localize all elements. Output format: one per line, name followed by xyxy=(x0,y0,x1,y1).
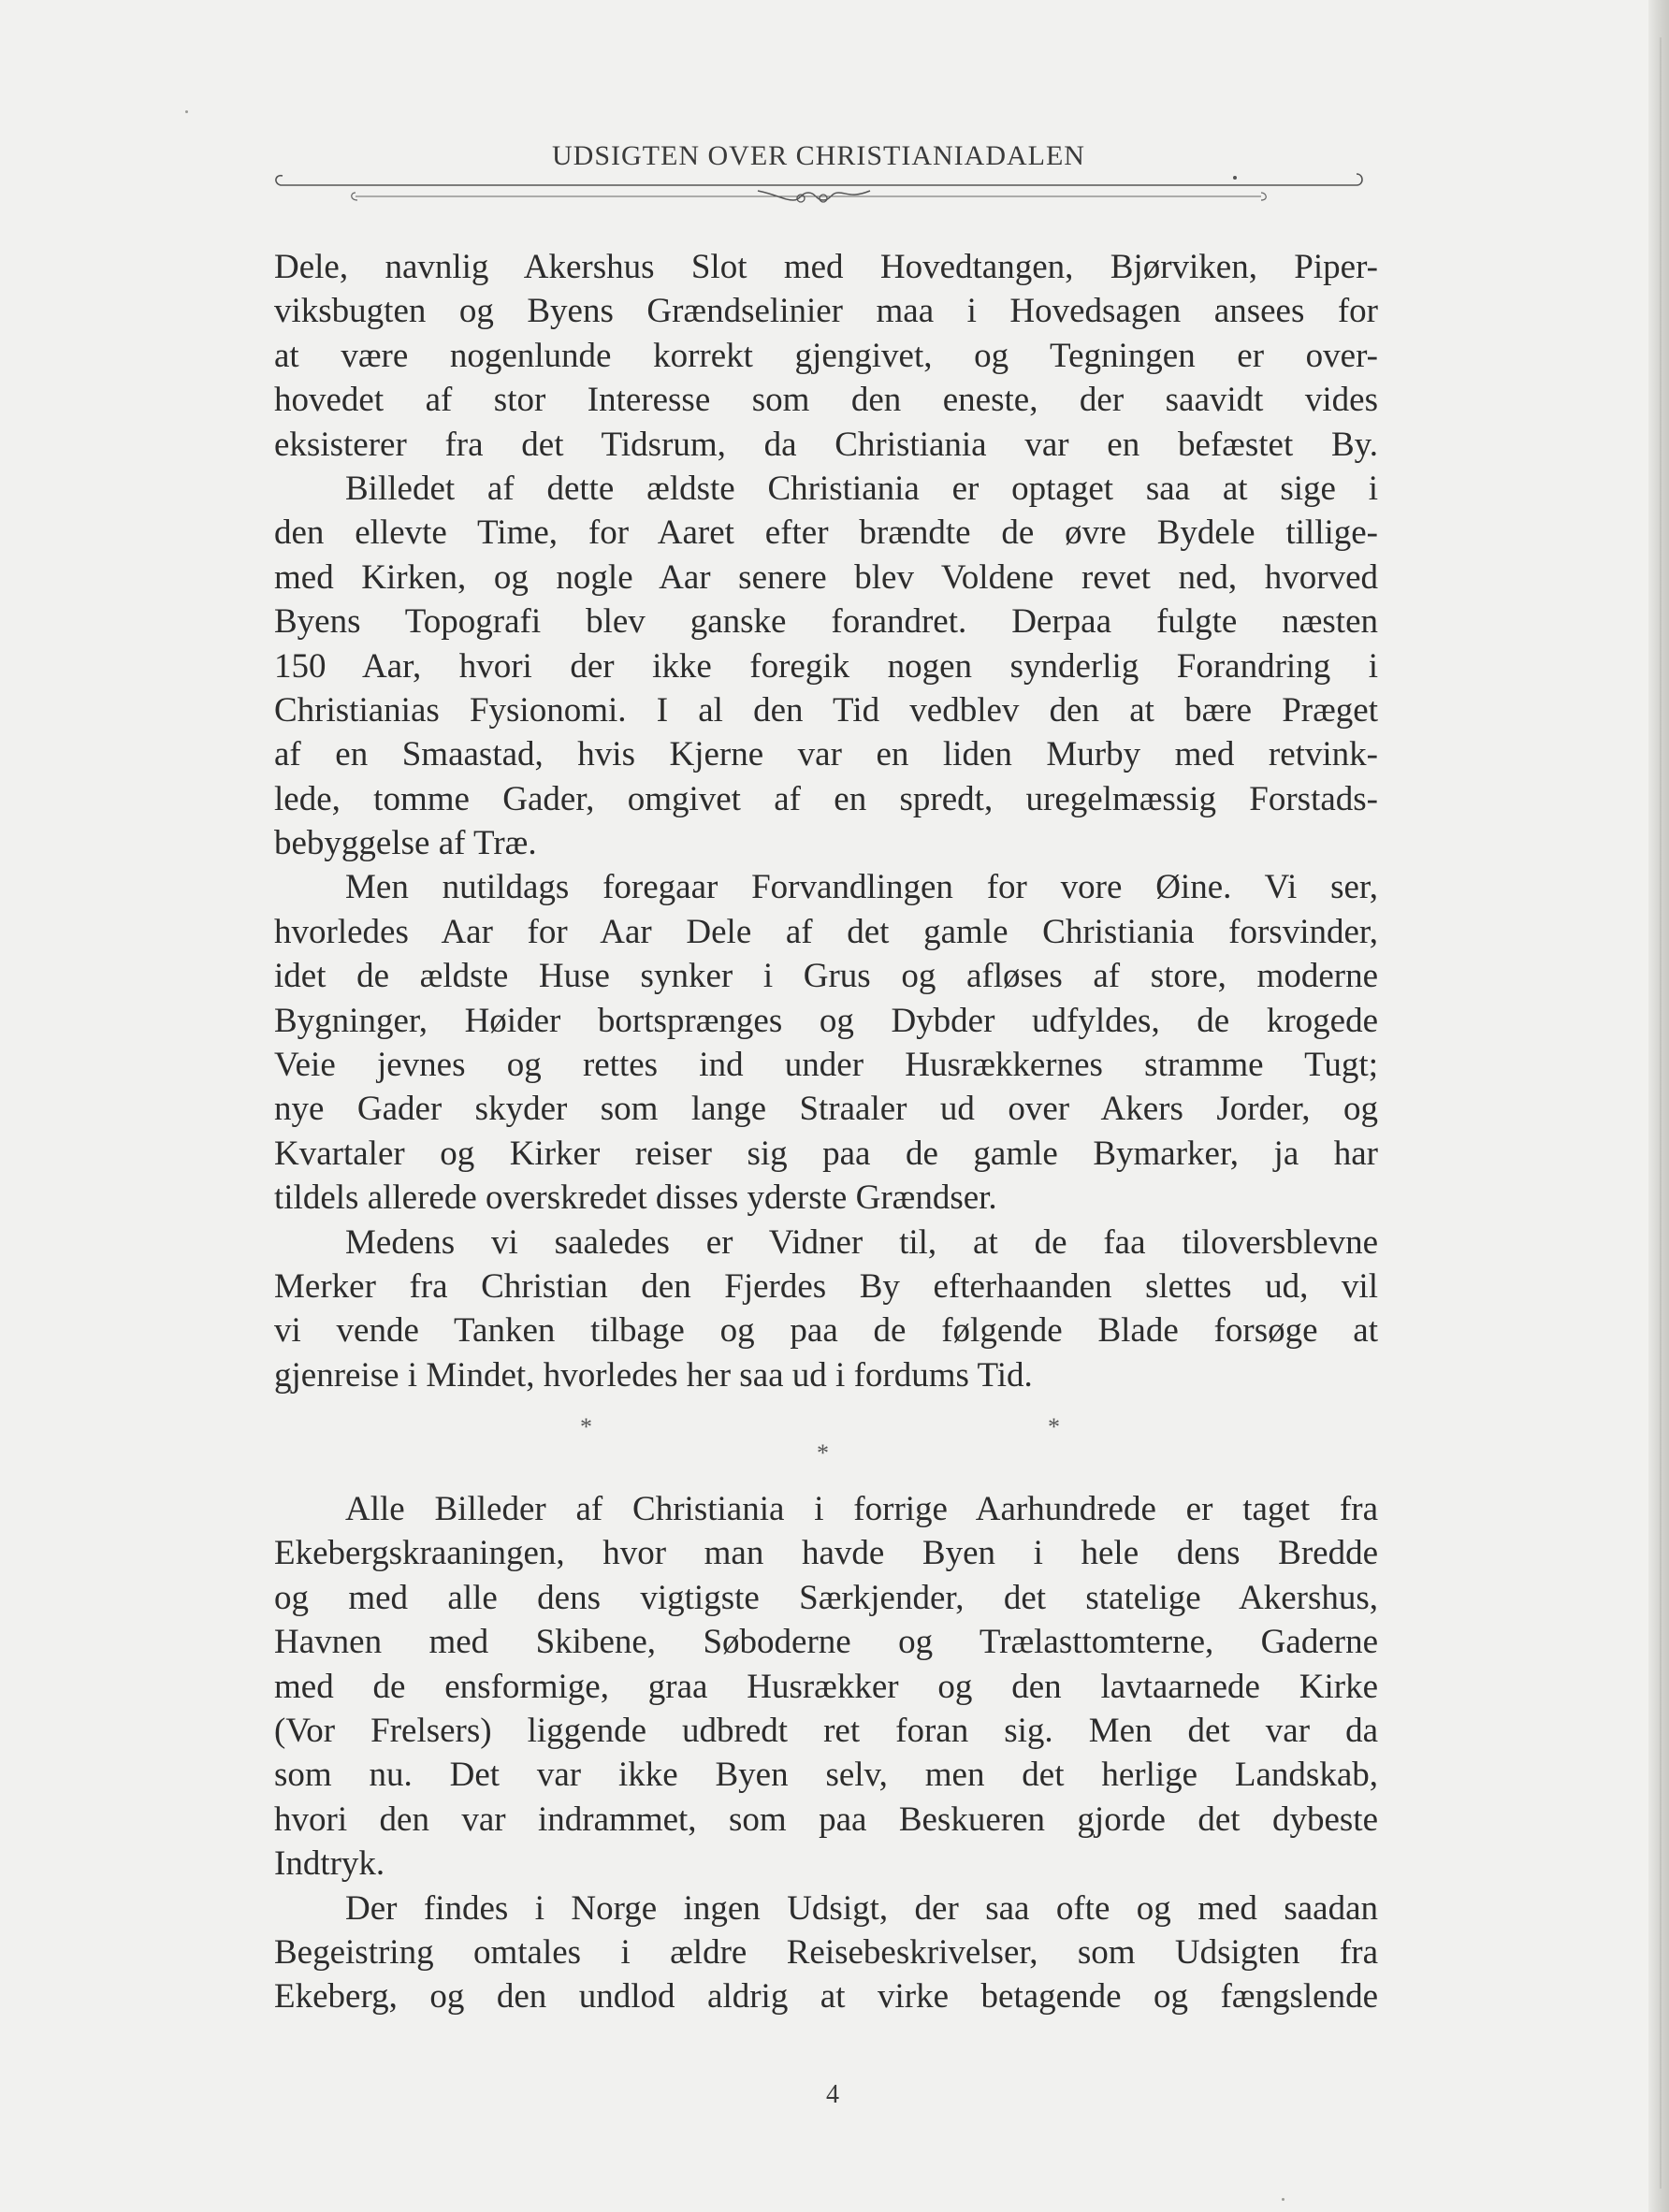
body-text-lower xyxy=(274,1487,1378,2019)
text-line: Alle Billeder af Christiania i forrige Aarhundrede er taget fra xyxy=(345,1490,1378,1528)
running-head-title: UDSIGTEN OVER CHRISTIANIADALEN xyxy=(552,140,1085,171)
text-line: Medens vi saaledes er Vidner til, at de faa tiloversblevne xyxy=(345,1222,1378,1262)
paper-speck xyxy=(185,110,188,113)
text-line: som nu. Det var ikke Byen selv, men det herlige Landskab, xyxy=(274,1756,1378,1795)
body-text-upper xyxy=(274,245,1378,1397)
text-line: Merker fra Christian den Fjerdes By efterhaanden slettes ud, vil xyxy=(274,1266,1378,1306)
text-line: at være nogenlunde korrekt gjengivet, og Tegningen er over- xyxy=(274,336,1378,375)
text-line: Kvartaler og Kirker reiser sig paa de gamle Bymarker, ja har xyxy=(274,1134,1378,1173)
asterisk-ornament: * xyxy=(817,1439,829,1467)
running-head xyxy=(271,120,1366,223)
text-line: hvori den var indrammet, som paa Beskueren gjorde det dybeste xyxy=(274,1800,1378,1839)
text-line: den ellevte Time, for Aaret efter brændte de øvre Bydele tillige- xyxy=(274,513,1378,553)
text-line: viksbugten og Byens Grændselinier maa i Hovedsagen ansees for xyxy=(274,292,1378,331)
section-separator xyxy=(543,1408,1104,1473)
text-line: bebyggelse af Træ. xyxy=(274,824,537,863)
text-line: 150 Aar, hvori der ikke foregik nogen synderlig Forandring i xyxy=(274,646,1378,686)
ornamental-rule-icon xyxy=(271,157,1366,223)
asterisk-ornament: * xyxy=(1048,1413,1060,1440)
text-line: Byens Topografi blev ganske forandret. Derpaa fulgte næsten xyxy=(274,602,1378,642)
text-line: Indtryk. xyxy=(274,1844,385,1884)
text-line: (Vor Frelsers) liggende udbredt ret foran sig. Men det var da xyxy=(274,1711,1378,1750)
text-line: Begeistring omtales i ældre Reisebeskrivelser, som Udsigten fra xyxy=(274,1932,1378,1972)
text-line: Bygninger, Høider bortsprænges og Dybder udfyldes, de krogede xyxy=(274,1001,1378,1040)
page-number: 4 xyxy=(826,2080,839,2109)
text-line: Der findes i Norge ingen Udsigt, der saa ofte og med saadan xyxy=(345,1888,1378,1928)
text-line: eksisterer fra det Tidsrum, da Christiania var en befæstet By. xyxy=(274,425,1378,464)
text-line: hovedet af stor Interesse som den eneste, der saavidt vides xyxy=(274,381,1378,420)
text-line: med de ensformige, graa Husrækker og den lavtaarnede Kirke xyxy=(274,1667,1378,1706)
text-line: Men nutildags foregaar Forvandlingen for vore Øine. Vi ser, xyxy=(345,868,1378,907)
text-line: tildels allerede overskredet disses yderste Grændser. xyxy=(274,1178,997,1218)
text-line: idet de ældste Huse synker i Grus og afløses af store, moderne xyxy=(274,957,1378,996)
text-line: og med alle dens vigtigste Særkjender, det statelige Akershus, xyxy=(274,1578,1378,1617)
page-edge-line xyxy=(1660,37,1662,2189)
text-line: af en Smaastad, hvis Kjerne var en liden Murby med retvink- xyxy=(274,735,1378,774)
text-line: Dele, navnlig Akershus Slot med Hovedtangen, Bjørviken, Piper- xyxy=(274,248,1378,286)
text-line: Billedet af dette ældste Christiania er optaget saa at sige i xyxy=(345,469,1378,508)
page-edge-shadow xyxy=(1648,0,1669,2212)
text-line: lede, tomme Gader, omgivet af en spredt, uregelmæssig Forstads- xyxy=(274,779,1378,818)
text-line: Christianias Fysionomi. I al den Tid vedblev den at bære Præget xyxy=(274,690,1378,730)
paper-speck xyxy=(1282,2198,1284,2201)
asterisk-ornament: * xyxy=(580,1413,592,1440)
text-line: vi vende Tanken tilbage og paa de følgende Blade forsøge at xyxy=(274,1311,1378,1351)
text-line: Ekebergskraaningen, hvor man havde Byen i hele dens Bredde xyxy=(274,1534,1378,1573)
text-line: Havnen med Skibene, Søboderne og Trælasttomterne, Gaderne xyxy=(274,1623,1378,1662)
text-line: Veie jevnes og rettes ind under Husrækkernes stramme Tugt; xyxy=(274,1046,1378,1085)
text-line: Ekeberg, og den undlod aldrig at virke betagende og fængslende xyxy=(274,1977,1378,2017)
text-line: nye Gader skyder som lange Straaler ud over Akers Jorder, og xyxy=(274,1090,1378,1129)
text-line: gjenreise i Mindet, hvorledes her saa ud i fordums Tid. xyxy=(274,1355,1033,1395)
text-line: med Kirken, og nogle Aar senere blev Voldene revet ned, hvorved xyxy=(274,557,1378,597)
text-line: hvorledes Aar for Aar Dele af det gamle Christiania forsvinder, xyxy=(274,912,1378,951)
